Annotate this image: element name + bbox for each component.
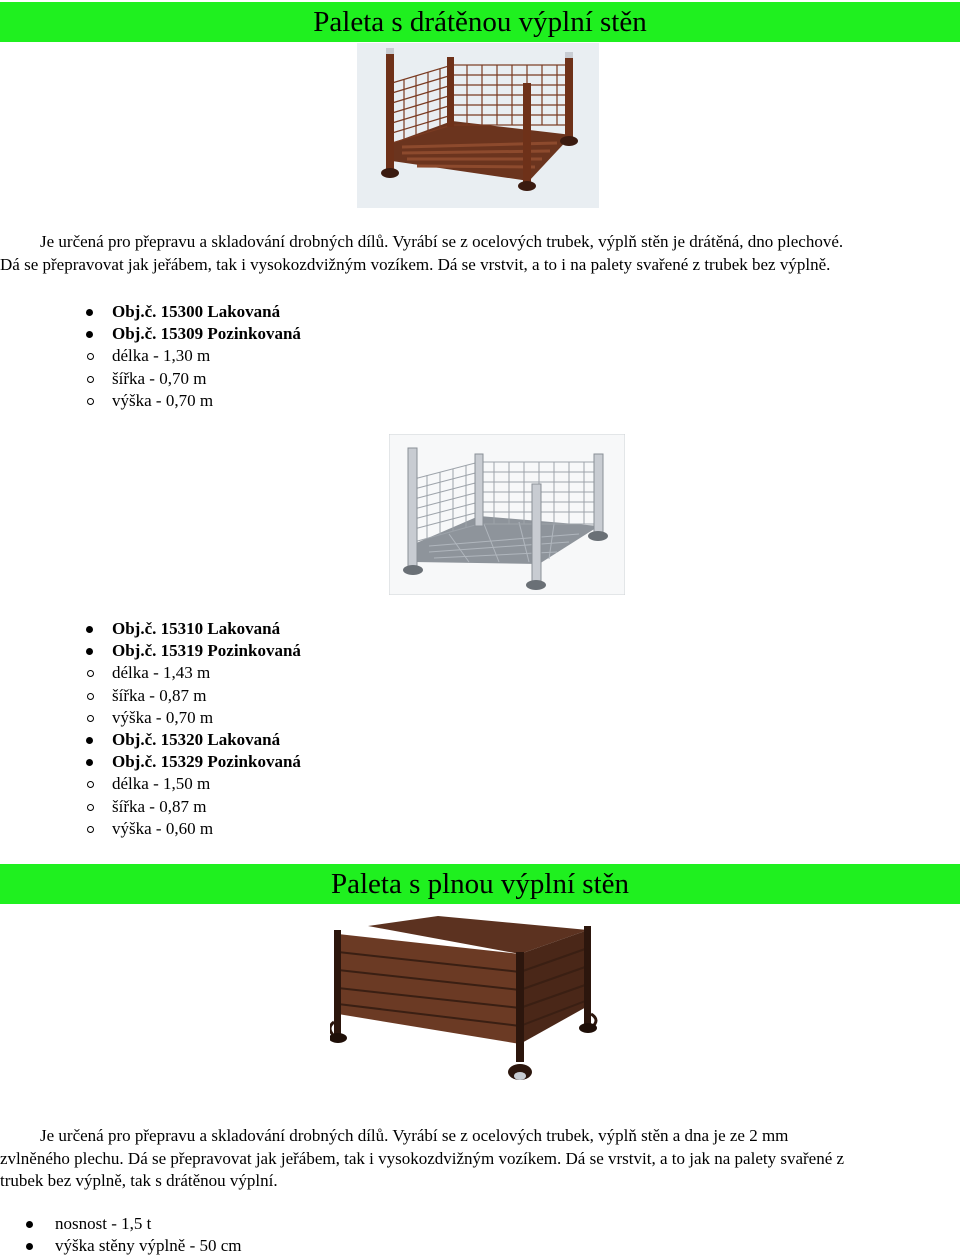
section-description bbox=[0, 231, 960, 276]
order-number: Obj.č. 15300 Lakovaná bbox=[112, 302, 281, 321]
description-line: Dá se přepravovat jak jeřábem, tak i vysokozdvižným vozíkem. Dá se vrstvit, a to i na palety svařené z trubek bez výplně. bbox=[0, 254, 831, 274]
circle-bullet-icon bbox=[87, 804, 94, 811]
dimension-value: výška - 0,70 m bbox=[112, 707, 214, 727]
order-number: Obj.č. 15309 Pozinkovaná bbox=[112, 324, 301, 344]
order-number: Obj.č. 15329 Pozinkovaná bbox=[112, 752, 301, 772]
bullet-icon bbox=[86, 309, 93, 316]
circle-bullet-icon bbox=[87, 826, 94, 833]
circle-bullet-icon bbox=[87, 781, 94, 788]
order-number: Obj.č. 15310 Lakovaná bbox=[112, 619, 281, 638]
bullet-icon bbox=[86, 626, 93, 633]
section-banner-sheet bbox=[0, 864, 960, 904]
circle-bullet-icon bbox=[87, 376, 94, 383]
spec-value: výška stěny výplně - 50 cm bbox=[55, 1236, 242, 1256]
circle-bullet-icon bbox=[87, 715, 94, 722]
dimension-value: výška - 0,70 m bbox=[112, 390, 214, 410]
wire-pallet-painted-image bbox=[357, 43, 599, 208]
order-number: Obj.č. 15319 Pozinkovaná bbox=[112, 641, 301, 661]
bullet-icon bbox=[26, 1221, 33, 1228]
circle-bullet-icon bbox=[87, 398, 94, 405]
description-line: trubek bez výplně, tak s drátěnou výplní. bbox=[0, 1171, 278, 1190]
bullet-icon bbox=[86, 737, 93, 744]
dimension-value: šířka - 0,87 m bbox=[112, 685, 207, 705]
section-title: Paleta s plnou výplní stěn bbox=[330, 868, 630, 900]
description-line: zvlněného plechu. Dá se přepravovat jak jeřábem, tak i vysokozdvižným vozíkem. Dá se vrstvit, a to jak na palety svařené z bbox=[0, 1148, 845, 1168]
description-line: Je určená pro přepravu a skladování drobných dílů. Vyrábí se z ocelových trubek, výplň stěn je drátěná, dno plechové. bbox=[40, 232, 844, 251]
sheet-pallet-image bbox=[330, 914, 600, 1096]
order-number: Obj.č. 15320 Lakovaná bbox=[112, 729, 281, 749]
bullet-icon bbox=[26, 1243, 33, 1250]
bullet-icon bbox=[86, 648, 93, 655]
wire-pallet-galvanized-image bbox=[389, 434, 625, 595]
section-description bbox=[0, 1125, 960, 1193]
dimension-value: výška - 0,60 m bbox=[112, 818, 214, 838]
dimension-value: délka - 1,43 m bbox=[112, 663, 211, 683]
circle-bullet-icon bbox=[87, 353, 94, 360]
section-banner-wire bbox=[0, 2, 960, 42]
dimension-value: délka - 1,30 m bbox=[112, 346, 211, 366]
dimension-value: šířka - 0,87 m bbox=[112, 796, 207, 816]
bullet-icon bbox=[86, 759, 93, 766]
description-line: Je určená pro přepravu a skladování drobných dílů. Vyrábí se z ocelových trubek, výplň stěn a dna je ze 2 mm bbox=[40, 1126, 789, 1145]
section-title: Paleta s drátěnou výplní stěn bbox=[313, 6, 647, 38]
dimension-value: délka - 1,50 m bbox=[112, 774, 211, 794]
bullet-icon bbox=[86, 331, 93, 338]
spec-value: nosnost - 1,5 t bbox=[55, 1214, 152, 1233]
circle-bullet-icon bbox=[87, 693, 94, 700]
circle-bullet-icon bbox=[87, 670, 94, 677]
dimension-value: šířka - 0,70 m bbox=[112, 368, 207, 388]
